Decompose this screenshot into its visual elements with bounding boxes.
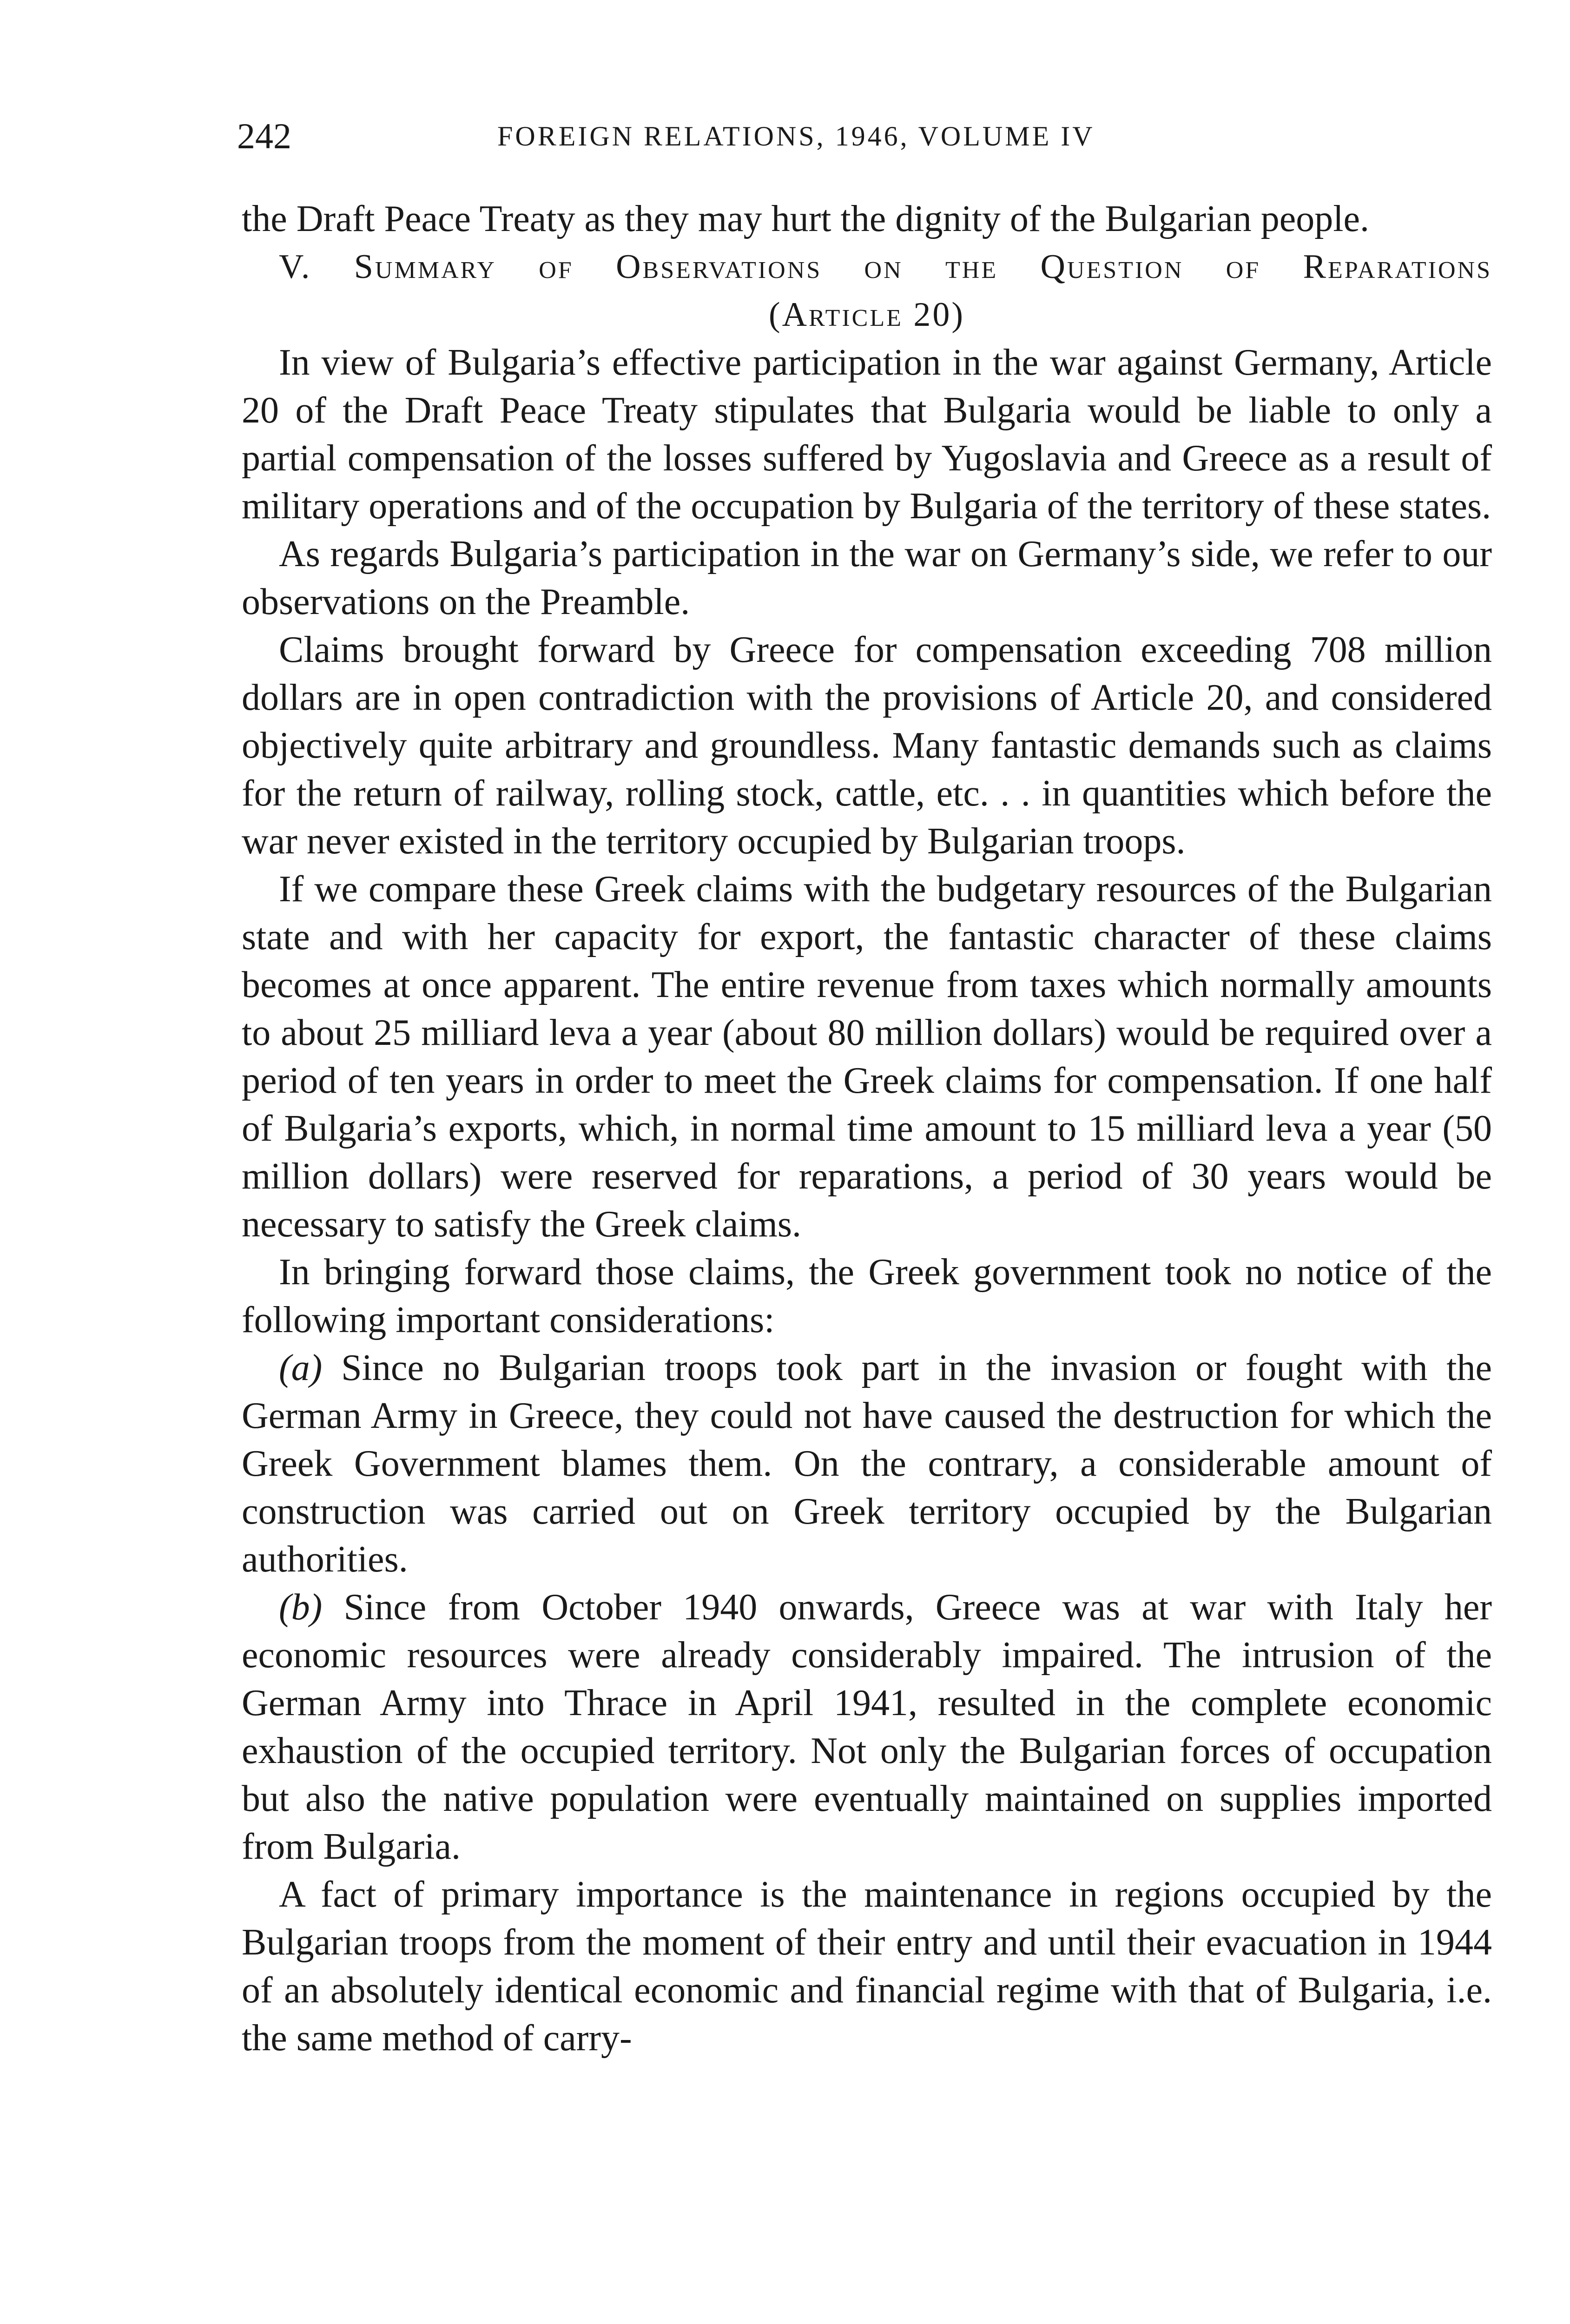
paragraph: Claims brought forward by Greece for compensation exceeding 708 million dollars are in open contradiction with the provisions of Article 20, and considered objectively quite arbitrary and groundless. Many fantastic demands such as claims for the return of railway, rolling stock, cattle, etc. . . in quantities which before the war never existed in the territory occupied by Bulgarian troops. <box>242 629 1492 862</box>
final-paragraph: A fact of primary importance is the maintenance in regions occupied by the Bulgarian troops from the moment of their entry and until their evacuation in 1944 of an absolutely identical economic and financial regime with that of Bulgaria, i.e. the same method of carry- <box>242 1874 1492 2059</box>
point-a-label: (a) <box>279 1347 323 1388</box>
paragraph: In bringing forward those claims, the Greek government took no notice of the following important considerations: <box>242 1252 1492 1340</box>
body-text <box>242 195 1492 2062</box>
page-header <box>237 111 1492 162</box>
point-b-text: Since from October 1940 onwards, Greece was at war with Italy her economic resources were already considerably impaired. The intrusion of the German Army into Thrace in April 1941, resulted in the complete economic exhaustion of the occupied territory. Not only the Bulgarian forces of occupation but also the native population were eventually maintained on supplies imported from Bulgaria. <box>242 1587 1492 1867</box>
section-subheading: (Article 20) <box>768 296 965 334</box>
section-heading: V. Summary of Observations on the Question of Reparations <box>279 248 1492 286</box>
point-a-text: Since no Bulgarian troops took part in the invasion or fought with the German Army in Greece, they could not have caused the destruction for which the Greek Government blames them. On the contrary, a considerable amount of construction was carried out on Greek territory occupied by the Bulgarian authorities. <box>242 1347 1492 1580</box>
paragraph: In view of Bulgaria’s effective participation in the war against Germany, Article 20 of the Draft Peace Treaty stipulates that Bulgaria would be liable to only a partial compensation of the losses suffered by Yugoslavia and Greece as a result of military operations and of the occupation by Bulgaria of the territory of these states. <box>242 342 1492 527</box>
paragraph: As regards Bulgaria’s participation in the war on Germany’s side, we refer to our observations on the Preamble. <box>242 534 1492 622</box>
page-number: 242 <box>237 116 291 156</box>
point-b-paragraph <box>242 1584 1492 1871</box>
point-b-label: (b) <box>279 1587 323 1628</box>
continuation-paragraph: the Draft Peace Treaty as they may hurt the dignity of the Bulgarian people. <box>242 198 1370 239</box>
paragraph: If we compare these Greek claims with the budgetary resources of the Bulgarian state and with her capacity for export, the fantastic character of these claims becomes at once apparent. The entire revenue from taxes which normally amounts to about 25 milliard leva a year (about 80 million dollars) would be required over a period of ten years in order to meet the Greek claims for compensation. If one half of Bulgaria’s exports, which, in normal time amount to 15 milliard leva a year (50 million dollars) were reserved for reparations, a period of 30 years would be necessary to satisfy the Greek claims. <box>242 869 1492 1245</box>
point-a-paragraph <box>242 1344 1492 1584</box>
running-head: FOREIGN RELATIONS, 1946, VOLUME IV <box>497 121 1095 152</box>
